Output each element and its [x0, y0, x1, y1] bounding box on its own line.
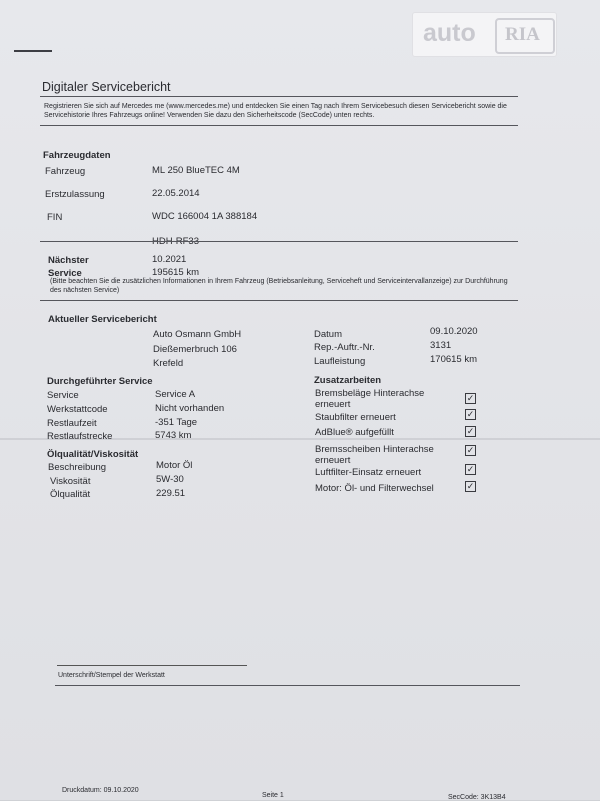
- rep-value: 3131: [430, 340, 452, 351]
- service-km-value: 195615 km: [152, 267, 200, 278]
- naechster-value: 10.2021: [152, 254, 187, 265]
- performed-section-title: Durchgeführter Service: [47, 376, 153, 387]
- page-number: Seite 1: [262, 792, 284, 799]
- next-service-divider: [40, 300, 518, 301]
- performed-row-value: Service A: [155, 389, 196, 400]
- watermark-ria-text: RIA: [505, 24, 540, 45]
- oil-row-value: Motor Öl: [156, 460, 193, 471]
- extra-section-title: Zusatzarbeiten: [314, 375, 382, 386]
- checked-box-icon: ✓: [466, 445, 475, 455]
- fahrzeug-label: Fahrzeug: [45, 166, 86, 177]
- workshop-street: Dießemerbruch 106: [153, 344, 237, 355]
- intro-text: Registrieren Sie sich auf Mercedes me (www.mercedes.me) und entdecken Sie einen Tag nach Ihrem Servicebesuch diesen Servicebericht sowie die Servicehistorie Ihres Fahrzeugs online! Verwenden Sie dazu den Sicherheitscode (SecCode) unten rechts.: [44, 103, 507, 119]
- extra-item: Staubfilter erneuert: [315, 412, 396, 423]
- extra-item: Motor: Öl- und Filterwechsel: [315, 483, 434, 494]
- oil-row-label: Viskosität: [50, 476, 91, 487]
- performed-row-label: Restlaufzeit: [47, 418, 97, 429]
- oil-row-value: 5W-30: [156, 474, 184, 485]
- performed-row-label: Service: [47, 390, 79, 401]
- workshop-name: Auto Osmann GmbH: [153, 329, 242, 340]
- erstzulassung-value: 22.05.2014: [152, 188, 200, 199]
- signature-label: Unterschrift/Stempel der Werkstatt: [58, 672, 165, 679]
- checked-box-icon: ✓: [466, 393, 475, 403]
- checked-box-icon: ✓: [466, 409, 475, 419]
- oil-section-title: Ölqualität/Viskosität: [47, 449, 139, 460]
- performed-row-value: 5743 km: [155, 430, 192, 441]
- checked-box-icon: ✓: [466, 426, 475, 436]
- extra-item: Bremsscheiben Hinterachse erneuert: [315, 444, 434, 466]
- seccode: SecCode: 3K13B4: [448, 794, 506, 801]
- extra-item: AdBlue® aufgefüllt: [315, 427, 394, 438]
- fin-value: WDC 166004 1A 388184: [152, 211, 258, 222]
- oil-row-label: Beschreibung: [48, 462, 107, 473]
- oil-row-label: Ölqualität: [50, 489, 91, 500]
- workshop-city: Krefeld: [153, 358, 184, 369]
- oil-row-value: 229.51: [156, 488, 186, 499]
- signature-line: [57, 665, 247, 666]
- title-divider: [40, 96, 518, 97]
- signature-divider: [55, 685, 520, 686]
- fin-label: FIN: [47, 212, 63, 223]
- erstzulassung-label: Erstzulassung: [45, 189, 105, 200]
- datum-label: Datum: [314, 329, 342, 340]
- fahrzeug-value: ML 250 BlueTEC 4M: [152, 165, 240, 176]
- laufleistung-value: 170615 km: [430, 354, 478, 365]
- performed-row-label: Werkstattcode: [47, 404, 108, 415]
- datum-value: 09.10.2020: [430, 326, 478, 337]
- extra-item: Luftfilter-Einsatz erneuert: [315, 467, 422, 478]
- checked-box-icon: ✓: [466, 464, 475, 474]
- extra-item: Bremsbeläge Hinterachse erneuert: [315, 388, 425, 410]
- checked-box-icon: ✓: [466, 481, 475, 491]
- auto-ria-watermark: [412, 12, 557, 57]
- performed-row-value: -351 Tage: [155, 417, 198, 428]
- next-service-note: (Bitte beachten Sie die zusätzlichen Informationen in Ihrem Fahrzeug (Betriebsanleitung, Serviceheft und Serviceintervallanzeige) zur Durchführung des nächsten Service): [50, 278, 508, 294]
- watermark-auto-text: auto: [423, 19, 476, 47]
- watermark-ria-badge: [495, 18, 555, 54]
- service-label: Service: [48, 268, 82, 279]
- document-title: Digitaler Servicebericht: [42, 80, 171, 94]
- laufleistung-label: Laufleistung: [314, 356, 366, 367]
- current-section-title: Aktueller Servicebericht: [48, 314, 157, 325]
- vehicle-divider: [40, 241, 518, 242]
- performed-row-value: Nicht vorhanden: [155, 403, 225, 414]
- pen-mark: [14, 50, 52, 52]
- intro-divider: [40, 125, 518, 126]
- naechster-label: Nächster: [48, 255, 89, 266]
- vehicle-section-title: Fahrzeugdaten: [43, 150, 111, 161]
- rep-label: Rep.-Auftr.-Nr.: [314, 342, 375, 353]
- print-date: Druckdatum: 09.10.2020: [62, 787, 139, 794]
- performed-row-label: Restlaufstrecke: [47, 431, 113, 442]
